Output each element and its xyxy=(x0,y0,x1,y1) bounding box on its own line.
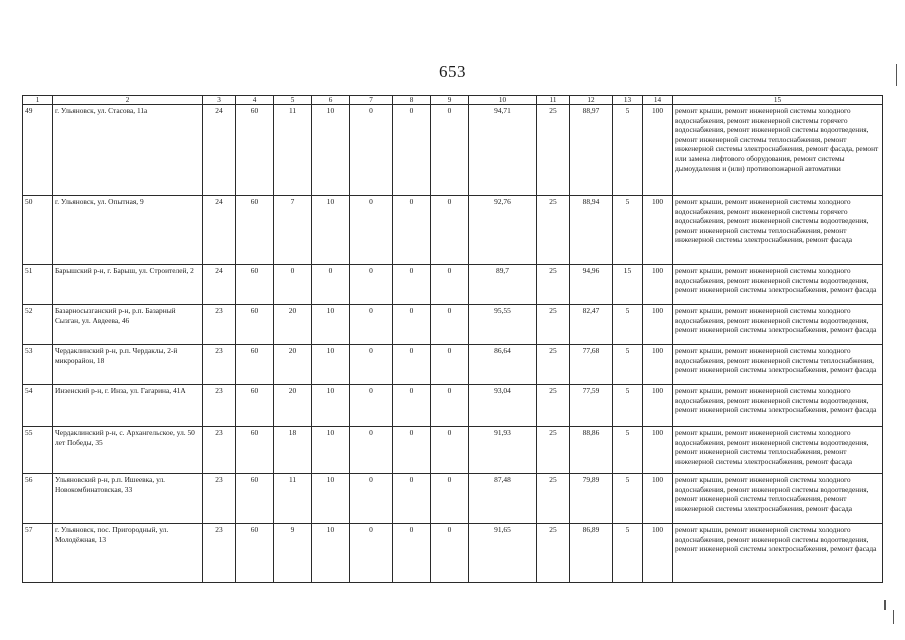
row-number: 49 xyxy=(23,105,53,196)
value-cell: 0 xyxy=(431,305,469,345)
value-cell: 88,94 xyxy=(570,196,613,265)
value-cell: 0 xyxy=(274,265,312,305)
column-number-row xyxy=(23,96,883,105)
value-cell: 20 xyxy=(274,305,312,345)
value-cell: 23 xyxy=(203,305,236,345)
value-cell: 0 xyxy=(431,265,469,305)
table-row xyxy=(23,305,883,345)
value-cell: 0 xyxy=(393,196,431,265)
value-cell: 0 xyxy=(393,427,431,474)
value-cell: 25 xyxy=(537,385,570,427)
table-row xyxy=(23,385,883,427)
value-cell: 25 xyxy=(537,427,570,474)
row-number: 54 xyxy=(23,385,53,427)
works-cell: ремонт крыши, ремонт инженерной системы холодного водоснабжения, ремонт инженерной системы теплоснабжения, ремонт инженерной системы электроснабжения, ремонт фасада xyxy=(673,345,883,385)
value-cell: 10 xyxy=(312,427,350,474)
value-cell: 0 xyxy=(350,474,393,524)
value-cell: 87,48 xyxy=(469,474,537,524)
value-cell: 0 xyxy=(350,105,393,196)
address-cell: Чердаклинский р-н, р.п. Чердаклы, 2-й микрорайон, 18 xyxy=(53,345,203,385)
value-cell: 79,89 xyxy=(570,474,613,524)
value-cell: 60 xyxy=(236,474,274,524)
value-cell: 86,64 xyxy=(469,345,537,385)
address-cell: г. Ульяновск, ул. Опытная, 9 xyxy=(53,196,203,265)
value-cell: 10 xyxy=(312,196,350,265)
value-cell: 9 xyxy=(274,524,312,583)
value-cell: 100 xyxy=(643,265,673,305)
value-cell: 24 xyxy=(203,265,236,305)
address-cell: Базарносызганский р-н, р.п. Базарный Сызган, ул. Авдеева, 46 xyxy=(53,305,203,345)
works-cell: ремонт крыши, ремонт инженерной системы холодного водоснабжения, ремонт инженерной системы водоотведения, ремонт инженерной системы электроснабжения, ремонт фасада xyxy=(673,385,883,427)
value-cell: 77,59 xyxy=(570,385,613,427)
column-header: 14 xyxy=(643,96,673,105)
value-cell: 25 xyxy=(537,196,570,265)
column-header: 5 xyxy=(274,96,312,105)
row-number: 52 xyxy=(23,305,53,345)
table-row xyxy=(23,345,883,385)
column-header: 3 xyxy=(203,96,236,105)
value-cell: 88,86 xyxy=(570,427,613,474)
value-cell: 5 xyxy=(613,524,643,583)
value-cell: 0 xyxy=(393,385,431,427)
column-header: 8 xyxy=(393,96,431,105)
value-cell: 0 xyxy=(393,265,431,305)
value-cell: 0 xyxy=(350,196,393,265)
value-cell: 92,76 xyxy=(469,196,537,265)
value-cell: 60 xyxy=(236,305,274,345)
value-cell: 23 xyxy=(203,385,236,427)
row-number: 56 xyxy=(23,474,53,524)
works-cell: ремонт крыши, ремонт инженерной системы холодного водоснабжения, ремонт инженерной системы горячего водоснабжения, ремонт инженерной системы водоотведения, ремонт инженерной системы теплоснабжения, ремонт инженерной системы электроснабжения, ремонт фасада xyxy=(673,196,883,265)
column-header: 6 xyxy=(312,96,350,105)
value-cell: 60 xyxy=(236,385,274,427)
works-cell: ремонт крыши, ремонт инженерной системы холодного водоснабжения, ремонт инженерной системы водоотведения, ремонт инженерной системы электроснабжения, ремонт фасада xyxy=(673,524,883,583)
value-cell: 5 xyxy=(613,196,643,265)
value-cell: 0 xyxy=(350,385,393,427)
row-number: 53 xyxy=(23,345,53,385)
value-cell: 5 xyxy=(613,345,643,385)
value-cell: 60 xyxy=(236,524,274,583)
value-cell: 18 xyxy=(274,427,312,474)
scan-mark xyxy=(896,64,897,86)
value-cell: 20 xyxy=(274,345,312,385)
value-cell: 10 xyxy=(312,474,350,524)
value-cell: 94,96 xyxy=(570,265,613,305)
scan-mark xyxy=(884,600,886,610)
works-cell: ремонт крыши, ремонт инженерной системы холодного водоснабжения, ремонт инженерной системы водоотведения, ремонт инженерной системы электроснабжения, ремонт фасада xyxy=(673,305,883,345)
table-row xyxy=(23,265,883,305)
value-cell: 88,97 xyxy=(570,105,613,196)
address-cell: г. Ульяновск, ул. Стасова, 11а xyxy=(53,105,203,196)
value-cell: 0 xyxy=(350,345,393,385)
column-header: 4 xyxy=(236,96,274,105)
value-cell: 0 xyxy=(431,345,469,385)
value-cell: 24 xyxy=(203,196,236,265)
value-cell: 0 xyxy=(431,385,469,427)
value-cell: 82,47 xyxy=(570,305,613,345)
value-cell: 0 xyxy=(393,305,431,345)
page-number: 653 xyxy=(439,62,466,81)
value-cell: 5 xyxy=(613,385,643,427)
address-cell: Инзенский р-н, г. Инза, ул. Гагарина, 41А xyxy=(53,385,203,427)
value-cell: 0 xyxy=(350,305,393,345)
table-row xyxy=(23,427,883,474)
value-cell: 0 xyxy=(431,196,469,265)
value-cell: 0 xyxy=(431,427,469,474)
value-cell: 5 xyxy=(613,305,643,345)
value-cell: 0 xyxy=(350,427,393,474)
value-cell: 91,93 xyxy=(469,427,537,474)
value-cell: 25 xyxy=(537,345,570,385)
value-cell: 10 xyxy=(312,345,350,385)
value-cell: 77,68 xyxy=(570,345,613,385)
value-cell: 0 xyxy=(431,524,469,583)
column-header: 12 xyxy=(570,96,613,105)
value-cell: 5 xyxy=(613,105,643,196)
table-row xyxy=(23,524,883,583)
address-cell: Барышский р-н, г. Барыш, ул. Строителей, 2 xyxy=(53,265,203,305)
works-cell: ремонт крыши, ремонт инженерной системы холодного водоснабжения, ремонт инженерной системы горячего водоснабжения, ремонт инженерной системы водоотведения, ремонт инженерной системы теплоснабжения, ремонт инженерной системы электроснабжения, ремонт фасада, ремонт или замена лифтового оборудования, ремонт системы дымоудаления и (или) противопожарной автоматики xyxy=(673,105,883,196)
value-cell: 89,7 xyxy=(469,265,537,305)
value-cell: 60 xyxy=(236,105,274,196)
value-cell: 23 xyxy=(203,345,236,385)
value-cell: 11 xyxy=(274,474,312,524)
value-cell: 100 xyxy=(643,474,673,524)
value-cell: 95,55 xyxy=(469,305,537,345)
table-row xyxy=(23,105,883,196)
row-number: 55 xyxy=(23,427,53,474)
works-cell: ремонт крыши, ремонт инженерной системы холодного водоснабжения, ремонт инженерной системы водоотведения, ремонт инженерной системы теплоснабжения, ремонт инженерной системы электроснабжения, ремонт фасада xyxy=(673,427,883,474)
column-header: 13 xyxy=(613,96,643,105)
value-cell: 60 xyxy=(236,196,274,265)
value-cell: 100 xyxy=(643,345,673,385)
value-cell: 100 xyxy=(643,196,673,265)
address-cell: Ульяновский р-н, р.п. Ишеевка, ул. Новокомбинатовская, 33 xyxy=(53,474,203,524)
value-cell: 10 xyxy=(312,105,350,196)
value-cell: 10 xyxy=(312,305,350,345)
value-cell: 0 xyxy=(393,474,431,524)
value-cell: 23 xyxy=(203,474,236,524)
value-cell: 0 xyxy=(393,105,431,196)
column-header: 2 xyxy=(53,96,203,105)
row-number: 50 xyxy=(23,196,53,265)
value-cell: 11 xyxy=(274,105,312,196)
column-header: 1 xyxy=(23,96,53,105)
value-cell: 23 xyxy=(203,427,236,474)
value-cell: 60 xyxy=(236,265,274,305)
value-cell: 93,04 xyxy=(469,385,537,427)
value-cell: 0 xyxy=(393,345,431,385)
works-cell: ремонт крыши, ремонт инженерной системы холодного водоснабжения, ремонт инженерной системы водоотведения, ремонт инженерной системы электроснабжения, ремонт фасада xyxy=(673,265,883,305)
value-cell: 0 xyxy=(393,524,431,583)
table-row xyxy=(23,196,883,265)
address-cell: г. Ульяновск, пос. Пригородный, ул. Молодёжная, 13 xyxy=(53,524,203,583)
value-cell: 25 xyxy=(537,305,570,345)
value-cell: 25 xyxy=(537,474,570,524)
column-header: 11 xyxy=(537,96,570,105)
value-cell: 10 xyxy=(312,524,350,583)
column-header: 10 xyxy=(469,96,537,105)
value-cell: 0 xyxy=(312,265,350,305)
column-header: 7 xyxy=(350,96,393,105)
value-cell: 100 xyxy=(643,524,673,583)
value-cell: 25 xyxy=(537,524,570,583)
value-cell: 0 xyxy=(431,105,469,196)
repair-program-table xyxy=(22,95,883,583)
value-cell: 23 xyxy=(203,524,236,583)
works-cell: ремонт крыши, ремонт инженерной системы холодного водоснабжения, ремонт инженерной системы водоотведения, ремонт инженерной системы теплоснабжения, ремонт инженерной системы электроснабжения, ремонт фасада xyxy=(673,474,883,524)
column-header: 9 xyxy=(431,96,469,105)
value-cell: 24 xyxy=(203,105,236,196)
value-cell: 60 xyxy=(236,345,274,385)
value-cell: 15 xyxy=(613,265,643,305)
value-cell: 25 xyxy=(537,265,570,305)
value-cell: 100 xyxy=(643,385,673,427)
value-cell: 100 xyxy=(643,305,673,345)
value-cell: 5 xyxy=(613,427,643,474)
row-number: 57 xyxy=(23,524,53,583)
value-cell: 94,71 xyxy=(469,105,537,196)
column-header: 15 xyxy=(673,96,883,105)
table-row xyxy=(23,474,883,524)
value-cell: 10 xyxy=(312,385,350,427)
value-cell: 0 xyxy=(431,474,469,524)
address-cell: Чердаклинский р-н, с. Архангельское, ул. 50 лет Победы, 35 xyxy=(53,427,203,474)
value-cell: 5 xyxy=(613,474,643,524)
scan-mark xyxy=(893,610,894,624)
row-number: 51 xyxy=(23,265,53,305)
value-cell: 25 xyxy=(537,105,570,196)
value-cell: 100 xyxy=(643,427,673,474)
value-cell: 100 xyxy=(643,105,673,196)
value-cell: 91,65 xyxy=(469,524,537,583)
value-cell: 86,89 xyxy=(570,524,613,583)
value-cell: 0 xyxy=(350,265,393,305)
value-cell: 60 xyxy=(236,427,274,474)
value-cell: 7 xyxy=(274,196,312,265)
value-cell: 20 xyxy=(274,385,312,427)
value-cell: 0 xyxy=(350,524,393,583)
